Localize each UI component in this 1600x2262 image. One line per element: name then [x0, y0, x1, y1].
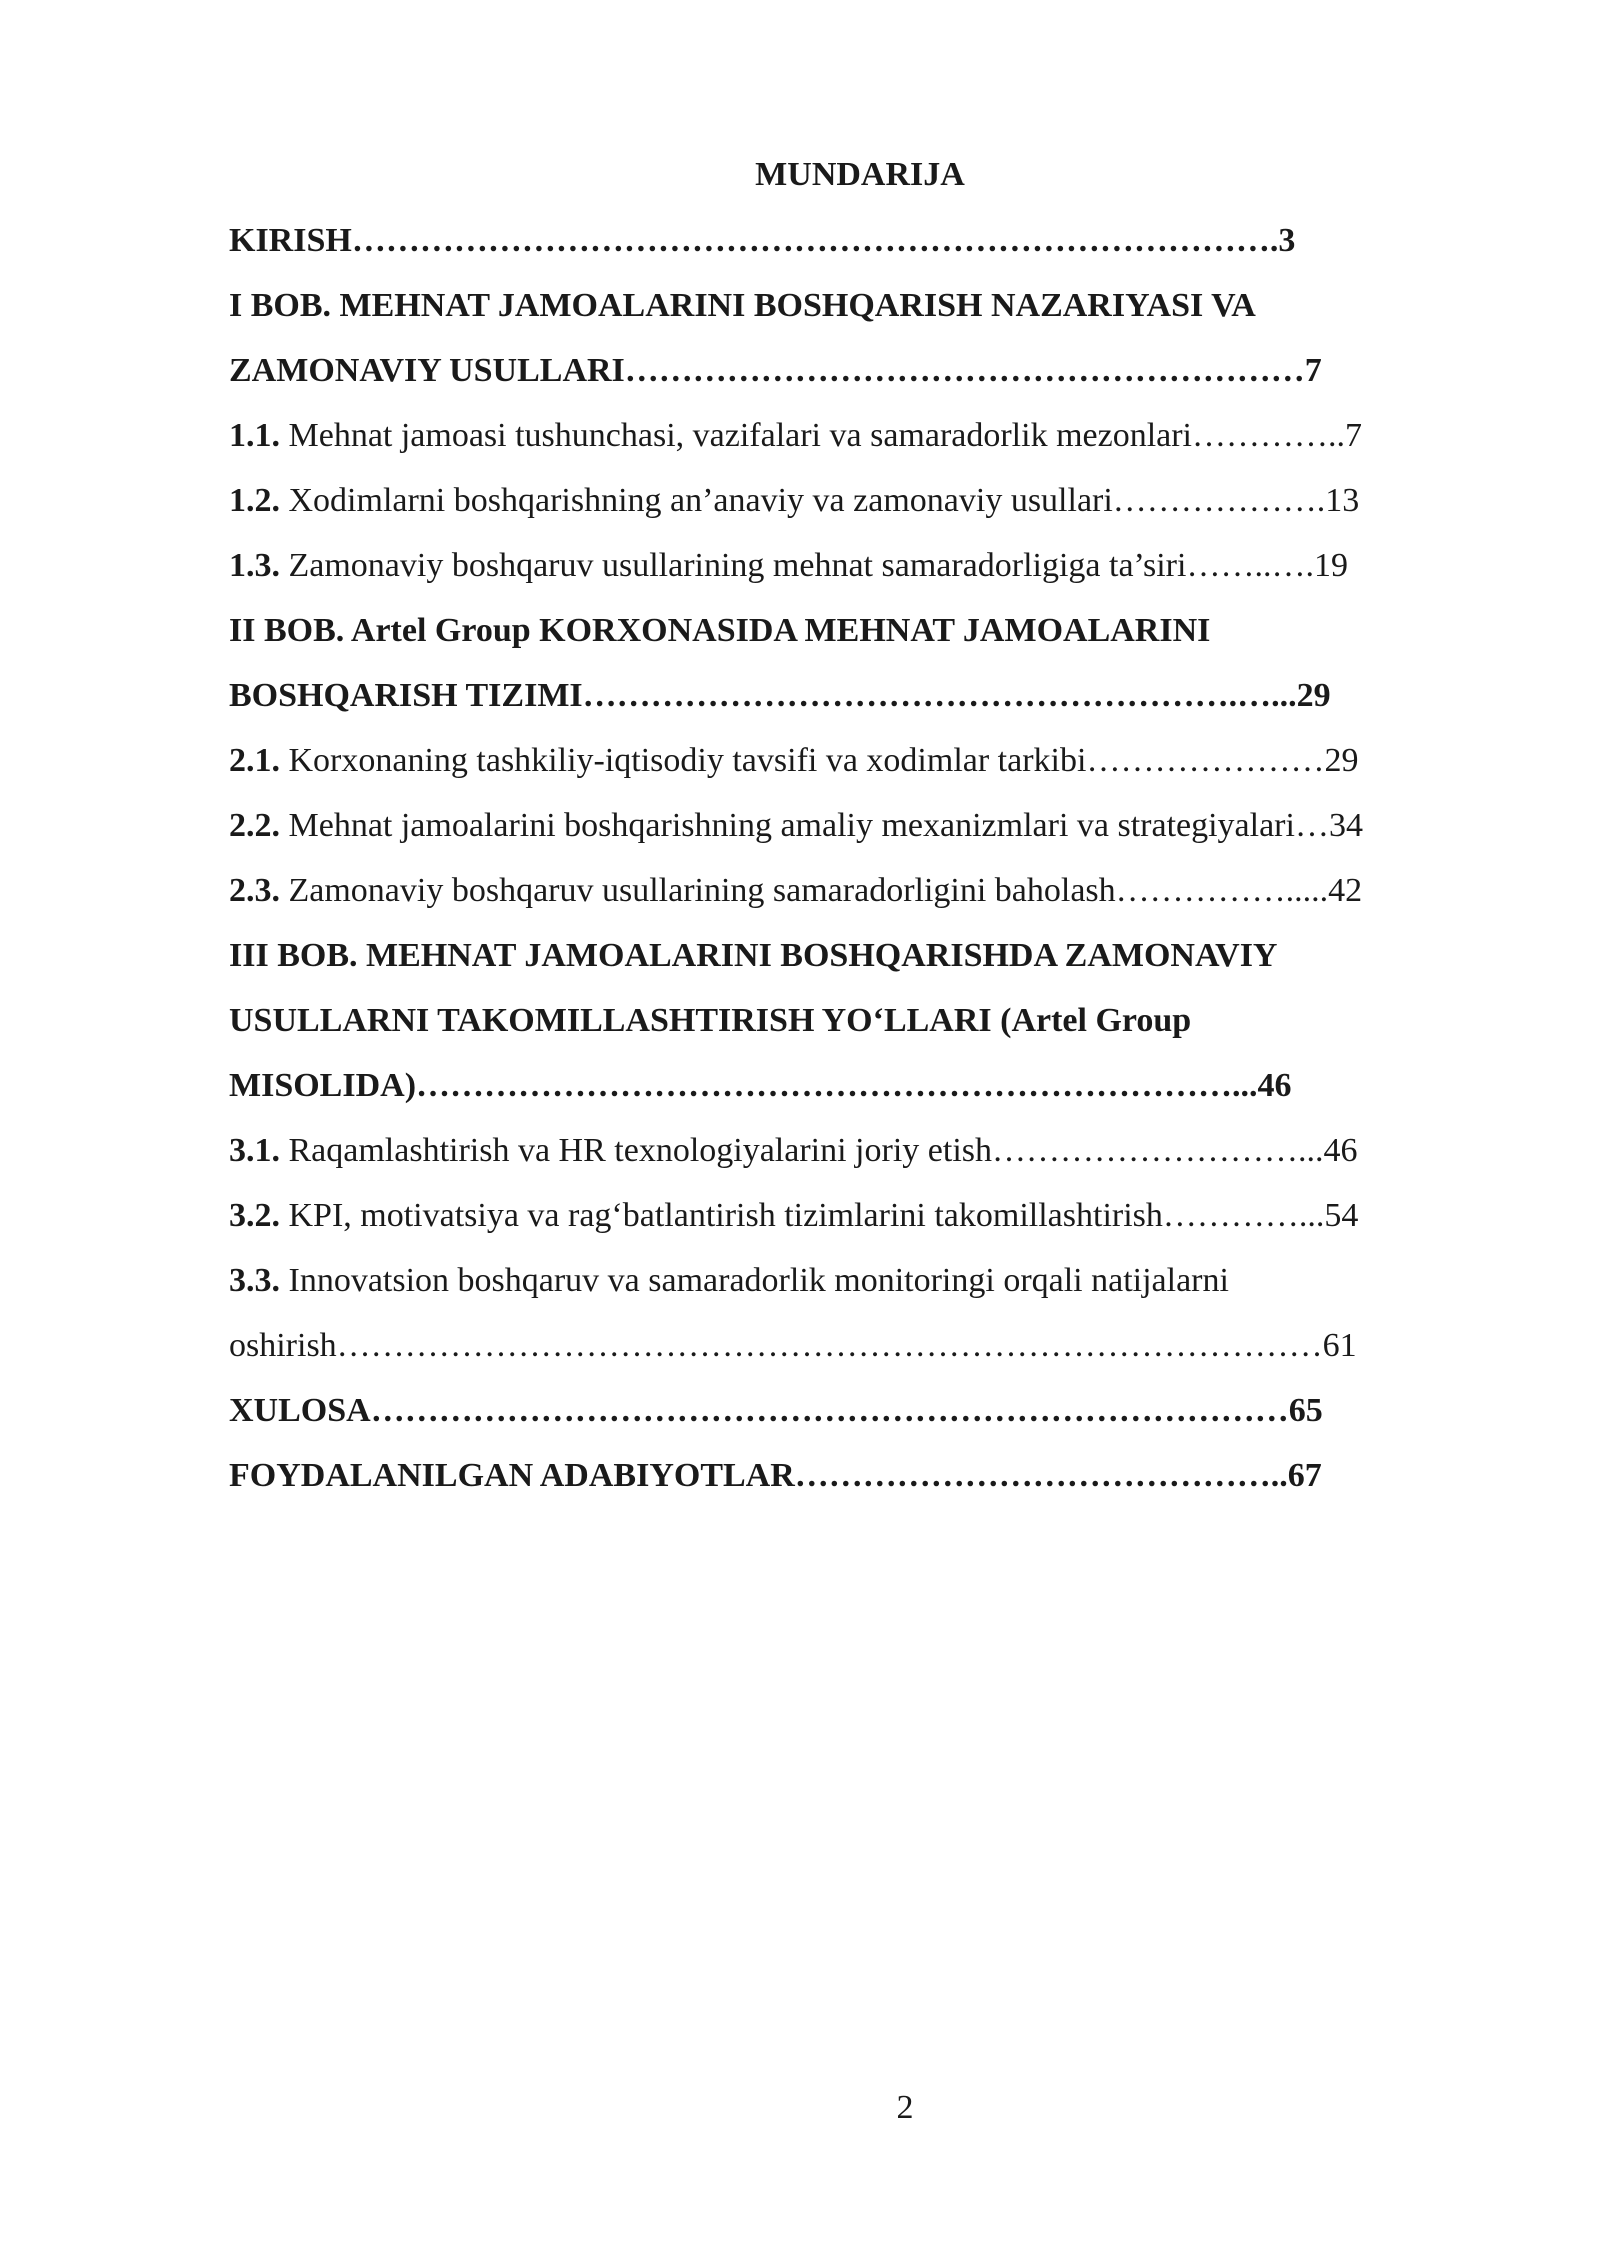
toc-row: [229, 345, 1489, 410]
toc-row: [229, 540, 1489, 605]
toc-row-number: 3.3.: [229, 1262, 280, 1299]
toc-row: [229, 865, 1489, 930]
toc-row-text: oshirish……………………………………………………………………………61: [229, 1327, 1357, 1364]
toc-row: [229, 410, 1489, 475]
toc-row-text: Mehnat jamoasi tushunchasi, vazifalari va samaradorlik mezonlari…………..7: [280, 417, 1363, 454]
page-number: 2: [896, 2089, 914, 2126]
toc-row-number: 2.2.: [229, 807, 280, 844]
toc-row: [229, 1060, 1489, 1125]
toc-row-text: II BOB. Artel Group KORXONASIDA MEHNAT JAMOALARINI: [229, 612, 1211, 649]
toc-row-text: Raqamlashtirish va HR texnologiyalarini joriy etish………………………...46: [280, 1132, 1358, 1169]
toc-row-text: KPI, motivatsiya va rag‘batlantirish tizimlarini takomillashtirish…………...54: [280, 1197, 1359, 1234]
table-of-contents: [229, 215, 1489, 1515]
toc-row-text: Zamonaviy boshqaruv usullarining samaradorligini baholash…………….....42: [280, 872, 1363, 909]
toc-row-number: 2.1.: [229, 742, 280, 779]
toc-row-number: 2.3.: [229, 872, 280, 909]
toc-row: [229, 1255, 1489, 1320]
toc-row-text: I BOB. MEHNAT JAMOALARINI BOSHQARISH NAZARIYASI VA: [229, 287, 1256, 324]
toc-row: [229, 1385, 1489, 1450]
toc-row-number: 1.2.: [229, 482, 280, 519]
toc-title: MUNDARIJA: [755, 156, 965, 193]
toc-row-text: BOSHQARISH TIZIMI………………………………………………….…...29: [229, 677, 1331, 714]
toc-row-text: USULLARNI TAKOMILLASHTIRISH YO‘LLARI (Artel Group: [229, 1002, 1192, 1039]
toc-row: [229, 1450, 1489, 1515]
toc-row: [229, 475, 1489, 540]
toc-row: [229, 800, 1489, 865]
toc-row-text: Zamonaviy boshqaruv usullarining mehnat samaradorligiga ta’siri……..….19: [280, 547, 1348, 584]
toc-row: [229, 215, 1489, 280]
toc-row: [229, 1320, 1489, 1385]
toc-row: [229, 605, 1489, 670]
toc-row: [229, 280, 1489, 345]
toc-row: [229, 995, 1489, 1060]
toc-row-number: 1.1.: [229, 417, 280, 454]
toc-row-text: III BOB. MEHNAT JAMOALARINI BOSHQARISHDA ZAMONAVIY: [229, 937, 1278, 974]
toc-row-text: ZAMONAVIY USULLARI……………………………………………………7: [229, 352, 1322, 389]
toc-row: [229, 735, 1489, 800]
toc-row: [229, 1190, 1489, 1255]
toc-row-text: Korxonaning tashkiliy-iqtisodiy tavsifi va xodimlar tarkibi…………………29: [280, 742, 1359, 779]
toc-row-text: Xodimlarni boshqarishning an’anaviy va zamonaviy usullari……………….13: [280, 482, 1360, 519]
toc-row-number: 3.1.: [229, 1132, 280, 1169]
toc-row-number: 3.2.: [229, 1197, 280, 1234]
toc-row-text: KIRISH……………………………………………………………………….3: [229, 222, 1296, 259]
toc-row: [229, 670, 1489, 735]
toc-row-number: 1.3.: [229, 547, 280, 584]
toc-row: [229, 930, 1489, 995]
toc-row-text: FOYDALANILGAN ADABIYOTLAR……………………………………..67: [229, 1457, 1322, 1494]
toc-row-text: Innovatsion boshqaruv va samaradorlik monitoringi orqali natijalarni: [280, 1262, 1229, 1299]
toc-row: [229, 1125, 1489, 1190]
toc-row-text: MISOLIDA)………………………………………………………………...46: [229, 1067, 1292, 1104]
toc-row-text: Mehnat jamoalarini boshqarishning amaliy mexanizmlari va strategiyalari…34: [280, 807, 1363, 844]
toc-row-text: XULOSA………………………………………………………………………65: [229, 1392, 1323, 1429]
